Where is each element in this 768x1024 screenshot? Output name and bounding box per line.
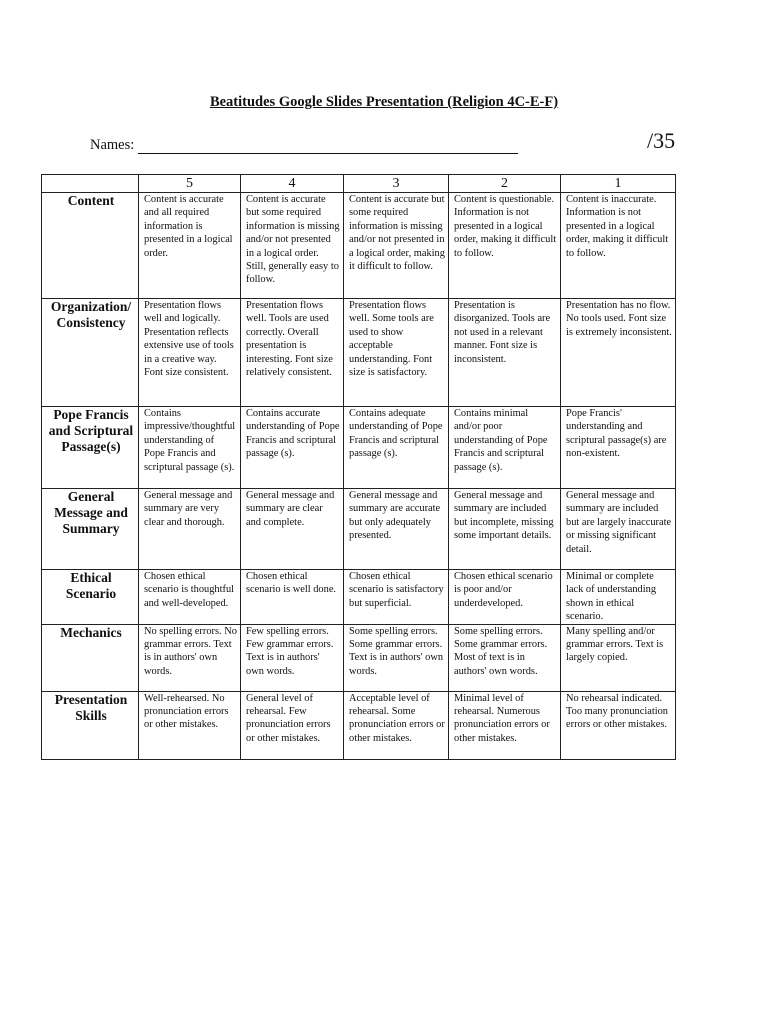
level-description: Presentation flows well and logically. Presentation reflects extensive use of tools in a creative way. Font size consistent. <box>139 299 241 407</box>
criterion-name: Mechanics <box>42 624 139 691</box>
level-description: Minimal or complete lack of understanding shown in ethical scenario. <box>561 570 676 625</box>
level-description: Contains adequate understanding of Pope Francis and scriptural passage (s). <box>344 407 449 489</box>
criterion-name: Pope Francis and Scriptural Passage(s) <box>42 407 139 489</box>
level-description: Presentation flows well. Tools are used correctly. Overall presentation is interesting. Font size relatively consistent. <box>241 299 344 407</box>
rubric-row-pope-francis <box>42 407 676 489</box>
level-description: Acceptable level of rehearsal. Some pronunciation errors or other mistakes. <box>344 691 449 759</box>
rubric-row-mechanics <box>42 624 676 691</box>
level-description: Content is inaccurate. Information is not presented in a logical order, making it difficult to follow. <box>561 193 676 299</box>
criterion-name: Presentation Skills <box>42 691 139 759</box>
total-points: /35 <box>647 128 676 153</box>
level-description: Chosen ethical scenario is thoughtful and well-developed. <box>139 570 241 625</box>
criterion-name: Content <box>42 193 139 299</box>
rubric-row-general-message <box>42 489 676 570</box>
names-row <box>90 137 518 154</box>
level-description: No spelling errors. No grammar errors. Text is in authors' own words. <box>139 624 241 691</box>
page-title: Beatitudes Google Slides Presentation (Religion 4C-E-F) <box>209 94 559 110</box>
level-description: Contains impressive/thoughtful understanding of Pope Francis and scriptural passage (s). <box>139 407 241 489</box>
score-header: 2 <box>449 175 561 193</box>
level-description: Minimal level of rehearsal. Numerous pronunciation errors or other mistakes. <box>449 691 561 759</box>
level-description: General message and summary are included but incomplete, missing some important details. <box>449 489 561 570</box>
level-description: Few spelling errors. Few grammar errors. Text is in authors' own words. <box>241 624 344 691</box>
level-description: Content is questionable. Information is not presented in a logical order, making it difficult to follow. <box>449 193 561 299</box>
level-description: Some spelling errors. Some grammar errors. Most of text is in authors' own words. <box>449 624 561 691</box>
criterion-name: Organization/ Consistency <box>42 299 139 407</box>
level-description: General level of rehearsal. Few pronunciation errors or other mistakes. <box>241 691 344 759</box>
level-description: No rehearsal indicated. Too many pronunciation errors or other mistakes. <box>561 691 676 759</box>
rubric-header-row <box>42 175 676 193</box>
criterion-name: Ethical Scenario <box>42 570 139 625</box>
rubric-row-content <box>42 193 676 299</box>
level-description: Chosen ethical scenario is well done. <box>241 570 344 625</box>
level-description: Some spelling errors. Some grammar errors. Text is in authors' own words. <box>344 624 449 691</box>
level-description: Presentation flows well. Some tools are used to show acceptable understanding. Font size is satisfactory. <box>344 299 449 407</box>
level-description: Pope Francis' understanding and scriptural passage(s) are non-existent. <box>561 407 676 489</box>
score-header: 3 <box>344 175 449 193</box>
level-description: Content is accurate but some required information is missing and/or not presented in a logical order, making it difficult to follow. <box>344 193 449 299</box>
rubric-row-ethical-scenario <box>42 570 676 625</box>
level-description: Chosen ethical scenario is satisfactory but superficial. <box>344 570 449 625</box>
level-description: Content is accurate but some required information is missing and/or not presented in a logical order. Still, generally easy to follow. <box>241 193 344 299</box>
rubric-row-presentation-skills <box>42 691 676 759</box>
criteria-header-cell <box>42 175 139 193</box>
level-description: General message and summary are included but are largely inaccurate or missing significant detail. <box>561 489 676 570</box>
level-description: General message and summary are clear and complete. <box>241 489 344 570</box>
score-header: 1 <box>561 175 676 193</box>
rubric-table <box>41 174 676 760</box>
level-description: General message and summary are very clear and thorough. <box>139 489 241 570</box>
criterion-name: General Message and Summary <box>42 489 139 570</box>
level-description: Contains minimal and/or poor understanding of Pope Francis and scriptural passage (s). <box>449 407 561 489</box>
level-description: General message and summary are accurate but only adequately presented. <box>344 489 449 570</box>
level-description: Presentation is disorganized. Tools are not used in a relevant manner. Font size is inconsistent. <box>449 299 561 407</box>
level-description: Content is accurate and all required information is presented in a logical order. <box>139 193 241 299</box>
score-header: 4 <box>241 175 344 193</box>
level-description: Chosen ethical scenario is poor and/or underdeveloped. <box>449 570 561 625</box>
names-blank-line <box>138 139 518 154</box>
score-header: 5 <box>139 175 241 193</box>
level-description: Contains accurate understanding of Pope Francis and scriptural passage (s). <box>241 407 344 489</box>
names-label: Names: <box>90 137 135 153</box>
level-description: Many spelling and/or grammar errors. Text is largely copied. <box>561 624 676 691</box>
level-description: Well-rehearsed. No pronunciation errors or other mistakes. <box>139 691 241 759</box>
level-description: Presentation has no flow. No tools used. Font size is extremely inconsistent. <box>561 299 676 407</box>
rubric-row-organization <box>42 299 676 407</box>
